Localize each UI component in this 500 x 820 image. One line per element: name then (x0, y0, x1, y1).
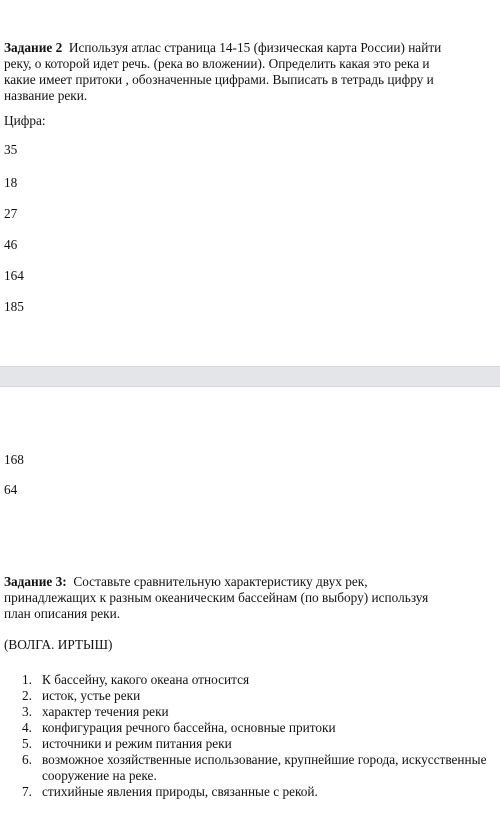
task2-heading: Задание 2 (4, 40, 63, 55)
digit-item: 18 (4, 175, 18, 190)
digit-item: 164 (4, 268, 24, 283)
river-description-plan (22, 672, 492, 800)
task2-line-1 (4, 40, 496, 56)
digits-label: Цифра: (4, 113, 46, 128)
list-item: 3. характер течения реки (22, 704, 169, 719)
task3-line-1 (4, 574, 496, 590)
digit-item: 35 (4, 142, 18, 157)
task2-text-line: название реки. (4, 88, 88, 103)
task3-text-line: принадлежащих к разным океаническим бассейнам (по выбору) используя (4, 590, 429, 605)
task2-text (4, 40, 496, 104)
digit-item: 185 (4, 299, 24, 314)
digit-item: 46 (4, 237, 18, 252)
list-item: 2. исток, устье реки (22, 688, 141, 703)
task2-text-line: реку, о которой идет речь. (река во вложении). Определить какая это река и (4, 56, 430, 71)
task2-text-line: какие имеет притоки , обозначенные цифрами. Выписать в тетрадь цифру и (4, 72, 434, 87)
task3-text (4, 574, 496, 622)
digit-item: 64 (4, 482, 18, 497)
list-item: 1. К бассейну, какого океана относится (22, 672, 250, 687)
task3-heading: Задание 3: (4, 574, 67, 589)
rivers-choice: (ВОЛГА. ИРТЫШ) (4, 637, 113, 652)
list-item: 4. конфигурация речного бассейна, основные притоки (22, 720, 336, 735)
digit-item: 27 (4, 206, 18, 221)
digit-item: 168 (4, 452, 24, 467)
page-break-separator (0, 366, 500, 387)
task3-text-line: план описания реки. (4, 606, 121, 621)
list-item: 7. стихийные явления природы, связанные с рекой. (22, 784, 318, 799)
task2-text-line: Используя атлас страница 14-15 (физическая карта России) найти (68, 40, 442, 55)
task3-text-line: Составьте сравнительную характеристику двух рек, (73, 574, 368, 589)
list-item: 5. источники и режим питания реки (22, 736, 232, 751)
list-item: 6. возможное хозяйственные использование, крупнейшие города, искусственные сооружение на реке. (22, 752, 487, 783)
